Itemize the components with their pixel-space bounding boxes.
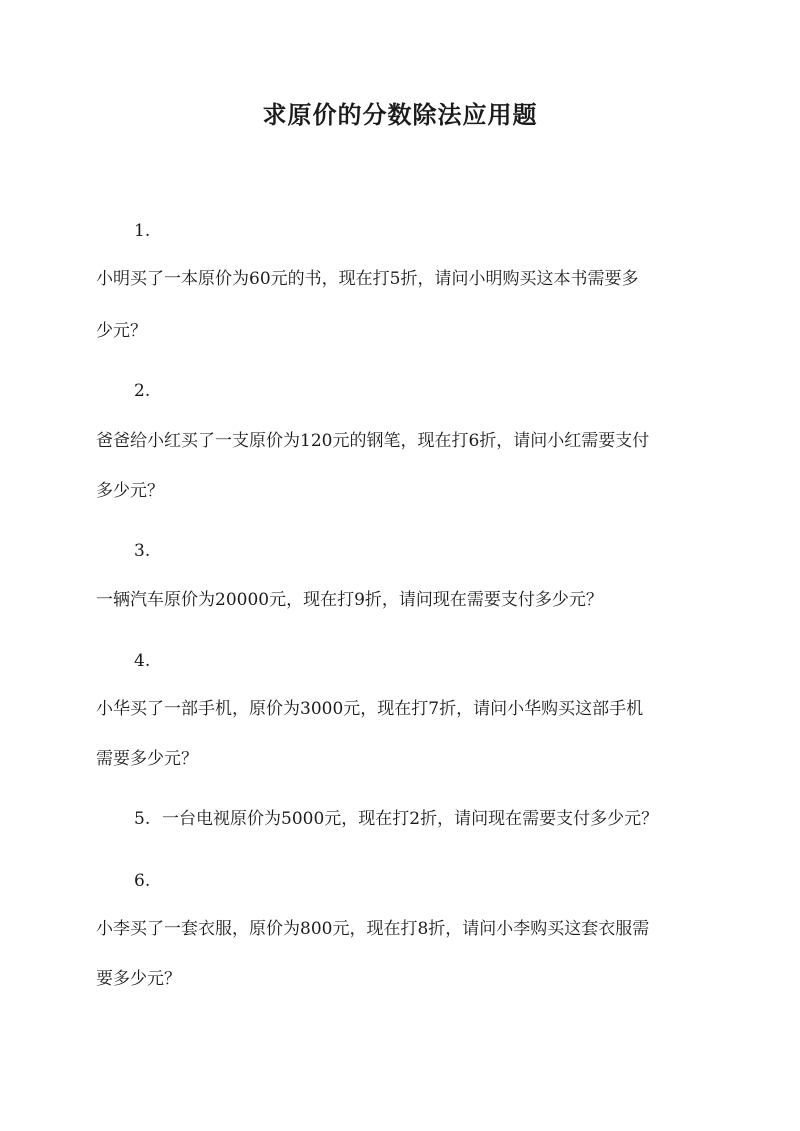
problem-6-text-line-1: 小李买了一套衣服，原价为800元，现在打8折，请问小李购买这套衣服需 <box>96 919 650 939</box>
problem-2-number: 2. <box>134 381 151 401</box>
problem-1-number: 1. <box>134 221 151 241</box>
problem-1-text-line-2: 少元？ <box>96 321 147 341</box>
problem-3-text-line-1: 一辆汽车原价为20000元，现在打9折，请问现在需要支付多少元？ <box>96 590 603 610</box>
problem-6-number: 6. <box>134 871 151 891</box>
problem-3-number: 3. <box>134 541 151 561</box>
problem-4-text-line-2: 需要多少元？ <box>96 749 198 769</box>
problem-5-number: 5. <box>134 809 151 829</box>
page-title: 求原价的分数除法应用题 <box>262 100 538 129</box>
problem-2-text-line-2: 多少元？ <box>96 481 164 501</box>
problem-5-text-line-1: 一台电视原价为5000元，现在打2折，请问现在需要支付多少元？ <box>162 809 659 829</box>
problem-6-text-line-2: 要多少元？ <box>96 969 181 989</box>
problem-2-text-line-1: 爸爸给小红买了一支原价为120元的钢笔，现在打6折，请问小红需要支付 <box>96 431 650 451</box>
problem-4-text-line-1: 小华买了一部手机，原价为3000元，现在打7折，请问小华购买这部手机 <box>96 699 644 719</box>
problem-4-number: 4. <box>134 651 151 671</box>
problem-1-text-line-1: 小明买了一本原价为60元的书，现在打5折，请问小明购买这本书需要多 <box>96 269 639 289</box>
